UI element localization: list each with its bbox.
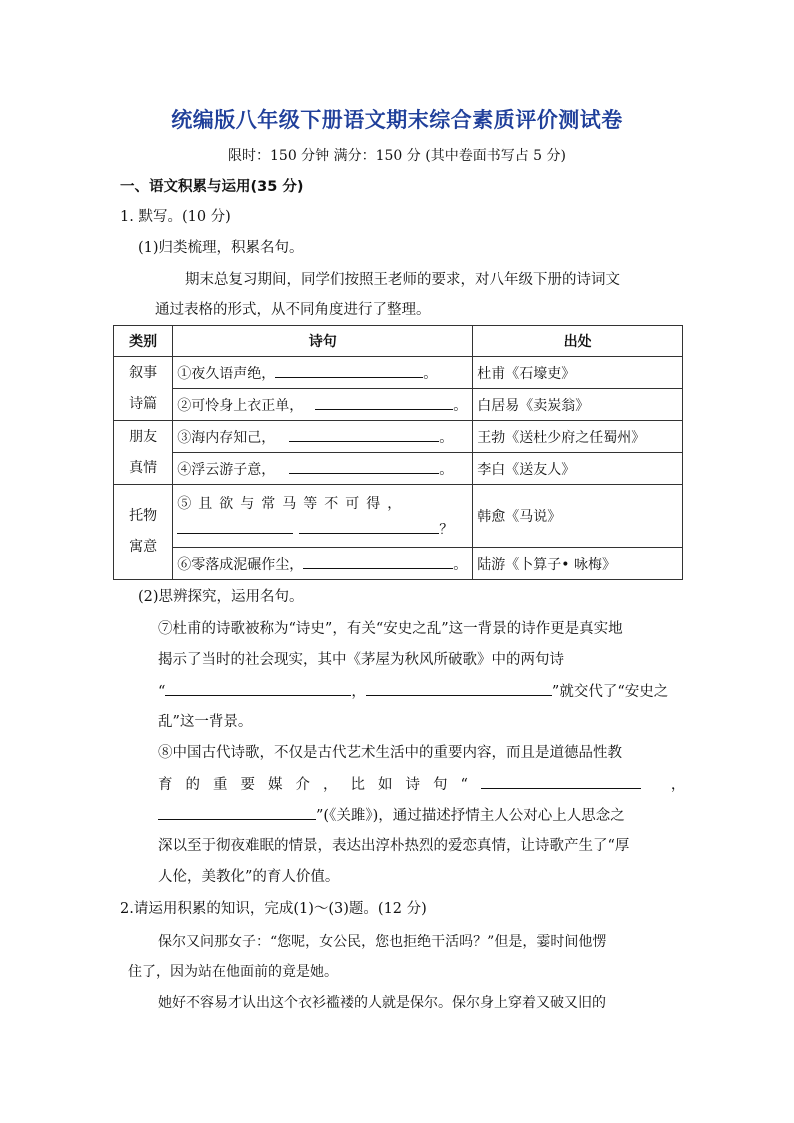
- answer-blank[interactable]: [289, 459, 439, 474]
- answer-blank[interactable]: [299, 519, 439, 534]
- category-label: 寓意: [129, 539, 158, 555]
- passage-line1: 保尔又问那女子：“您呢，女公民，您也拒绝干活吗？”但是，霎时间他愣: [158, 934, 607, 950]
- q8-line2: [158, 774, 685, 795]
- table-header-category: 类别: [114, 326, 173, 357]
- q7-line3-tail: ”就交代了“安史之: [551, 684, 669, 700]
- category-narrative: [114, 357, 173, 421]
- source-cell: 杜甫《石壕吏》: [473, 357, 683, 389]
- category-label: 真情: [129, 459, 158, 476]
- q8-line3-tail: ”(《关雎》)，通过描述抒情主人公对心上人思念之: [316, 808, 625, 824]
- table-row: [114, 485, 683, 548]
- table-row: [114, 453, 683, 485]
- q7-line1: ⑦杜甫的诗歌被称为“诗史”，有关“安史之乱”这一背景的诗作更是真实地: [158, 621, 623, 637]
- verse-text: ②可怜身上衣正单，: [177, 397, 304, 414]
- source-cell: 陆游《卜算子• 咏梅》: [473, 548, 683, 580]
- question-1-2: (2)思辨探究，运用名句。: [138, 589, 304, 605]
- answer-blank[interactable]: [481, 774, 641, 789]
- verse-end: 。: [439, 461, 454, 478]
- verse-end: 。: [439, 429, 454, 446]
- verse-text: ⑤且欲与常马等不可得，: [177, 496, 409, 512]
- table-row: [114, 548, 683, 580]
- q7-line4: 乱”这一背景。: [158, 714, 253, 730]
- q7-line3: [158, 681, 668, 702]
- passage-line3: 她好不容易才认出这个衣衫褴褛的人就是保尔。保尔身上穿着又破又旧的: [158, 995, 606, 1011]
- q8-line3: [158, 805, 625, 826]
- question-1-1: (1)归类梳理，积累名句。: [138, 240, 304, 256]
- question-1-intro-line1: 期末总复习期间，同学们按照王老师的要求，对八年级下册的诗词文: [185, 272, 620, 288]
- table-header-row: [114, 326, 683, 357]
- verse-cell: [173, 485, 473, 548]
- question-1: 1. 默写。(10 分): [120, 209, 231, 225]
- category-allegory: [114, 485, 173, 580]
- verse-text: ④浮云游子意，: [177, 461, 276, 478]
- table-row: [114, 421, 683, 453]
- verse-cell: [173, 421, 473, 453]
- category-label: 朋友: [129, 428, 158, 445]
- q8-line1: ⑧中国古代诗歌，不仅是古代艺术生活中的重要内容，而且是道德品性教: [158, 745, 622, 761]
- verse-cell: [173, 453, 473, 485]
- quote-open: “: [158, 684, 166, 700]
- section-heading-1: 一、语文积累与运用(35 分): [120, 179, 304, 195]
- poem-table: [113, 325, 683, 580]
- source-cell: 李白《送友人》: [473, 453, 683, 485]
- passage-line2: 住了，因为站在他面前的竟是她。: [128, 964, 338, 980]
- category-label: 托物: [129, 508, 158, 524]
- q8-line5: 人伦，美教化”的育人价值。: [158, 869, 340, 885]
- verse-end: 。: [423, 365, 438, 382]
- question-2: 2.请运用积累的知识，完成(1)～(3)题。(12 分): [120, 901, 427, 917]
- question-1-intro-line2: 通过表格的形式，从不同角度进行了整理。: [155, 302, 431, 318]
- verse-end: ？: [439, 522, 454, 538]
- category-label: 诗篇: [129, 395, 158, 412]
- exam-title: 统编版八年级下册语文期末综合素质评价测试卷: [171, 108, 623, 132]
- exam-subtitle: 限时：150 分钟 满分：150 分 (其中卷面书写占 5 分): [228, 148, 566, 164]
- table-row: [114, 357, 683, 389]
- answer-blank[interactable]: [177, 519, 293, 534]
- verse-cell: [173, 548, 473, 580]
- answer-blank[interactable]: [303, 554, 453, 569]
- verse-text: ①夜久语声绝，: [177, 365, 276, 382]
- comma: ，: [351, 684, 366, 700]
- verse-end: 。: [453, 397, 468, 414]
- table-row: [114, 389, 683, 421]
- table-header-verse: 诗句: [173, 326, 473, 357]
- answer-blank[interactable]: [315, 395, 453, 410]
- category-label: 叙事: [129, 364, 158, 381]
- comma: ，: [670, 777, 686, 793]
- source-cell: 韩愈《马说》: [473, 485, 683, 548]
- category-friendship: [114, 421, 173, 485]
- answer-blank[interactable]: [366, 681, 552, 696]
- verse-text: ③海内存知己，: [177, 429, 276, 446]
- q8-line4: 深以至于彻夜难眠的情景，表达出淳朴热烈的爱恋真情，让诗歌产生了“厚: [158, 838, 630, 854]
- answer-blank[interactable]: [275, 363, 423, 378]
- q8-line2-text: 育的重要媒介，比如诗句“: [158, 777, 481, 793]
- q7-line2: 揭示了当时的社会现实，其中《茅屋为秋风所破歌》中的两句诗: [158, 652, 564, 668]
- answer-blank[interactable]: [289, 427, 439, 442]
- verse-cell: [173, 357, 473, 389]
- verse-cell: [173, 389, 473, 421]
- source-cell: 王勃《送杜少府之任蜀州》: [473, 421, 683, 453]
- table-header-source: 出处: [473, 326, 683, 357]
- answer-blank[interactable]: [165, 681, 351, 696]
- verse-end: 。: [453, 556, 468, 573]
- answer-blank[interactable]: [158, 805, 316, 820]
- source-cell: 白居易《卖炭翁》: [473, 389, 683, 421]
- verse-text: ⑥零落成泥碾作尘，: [177, 556, 304, 573]
